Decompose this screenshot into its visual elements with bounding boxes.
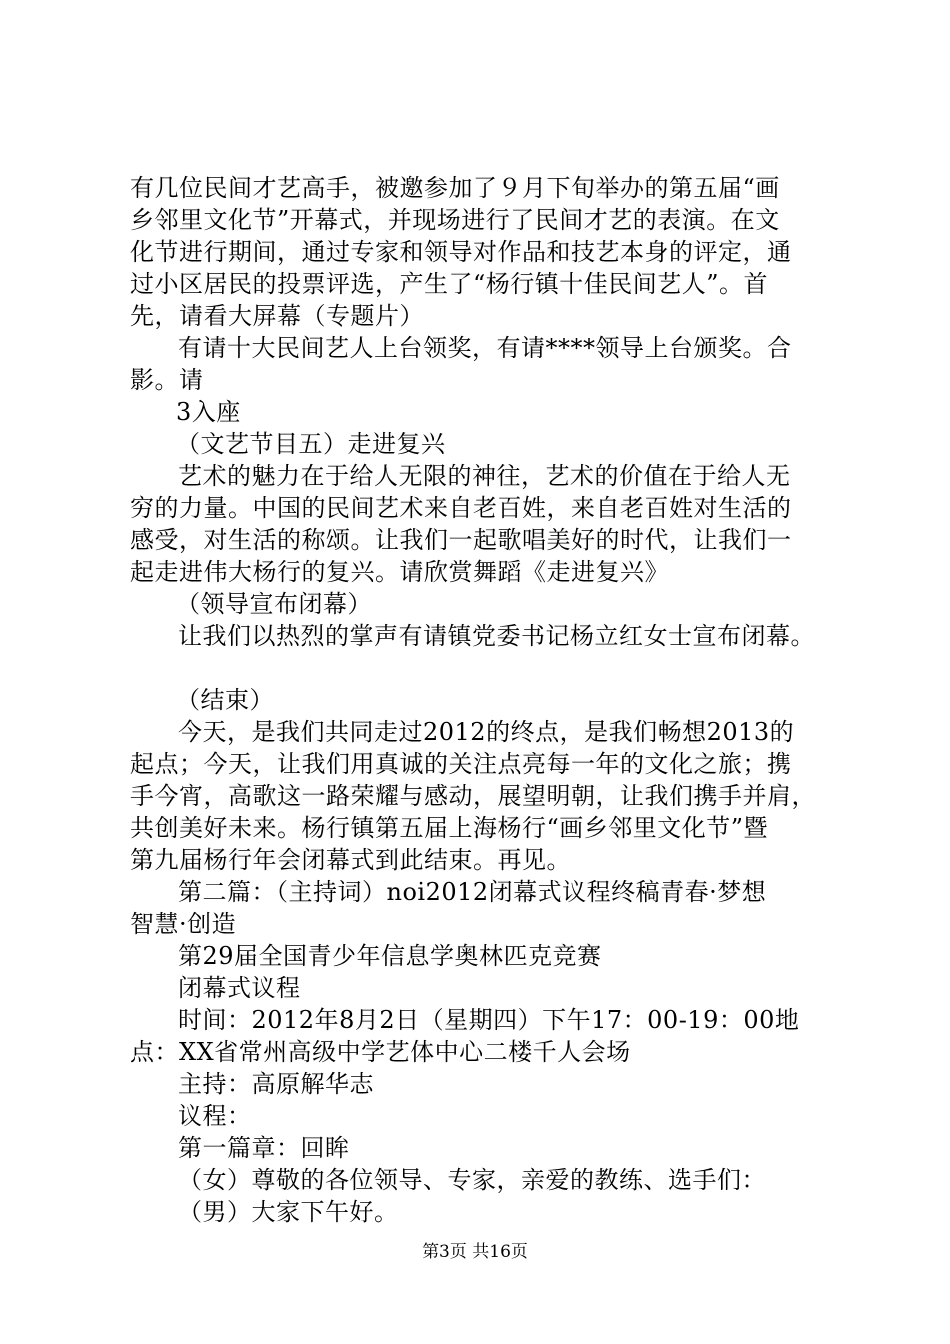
text-line: 主持：高原解华志 [178,1070,374,1098]
text-line: 过小区居民的投票评选，产生了“杨行镇十佳民间艺人”。首 [130,270,769,298]
text-line: 让我们以热烈的掌声有请镇党委书记杨立红女士宣布闭幕。 [178,622,815,650]
text-line: 艺术的魅力在于给人无限的神往，艺术的价值在于给人无 [178,462,791,490]
text-line: 先，请看大屏幕（专题片） [130,302,424,330]
text-line: 起走进伟大杨行的复兴。请欣赏舞蹈《走进复兴》 [130,558,669,586]
text-line: 有几位民间才艺高手，被邀参加了９月下旬举办的第五届“画 [130,174,780,202]
text-line: （男）大家下午好。 [178,1198,399,1226]
text-line: （文艺节目五）走进复兴 [176,430,446,458]
text-line: 时间：2012年8月2日（星期四）下午17：00-19：00地 [178,1006,800,1034]
text-line: 起点；今天，让我们用真诚的关注点亮每一年的文化之旅；携 [130,750,792,778]
text-line: 第29届全国青少年信息学奥林匹克竞赛 [178,942,602,970]
text-line: 乡邻里文化节”开幕式，并现场进行了民间才艺的表演。在文 [130,206,780,234]
text-line: （领导宣布闭幕） [176,590,372,618]
text-line: 今天，是我们共同走过2012的终点，是我们畅想2013的 [178,718,795,746]
text-line: 议程： [178,1102,252,1130]
text-line: （女）尊敬的各位领导、专家，亲爱的教练、选手们： [178,1166,766,1194]
text-line: 穷的力量。中国的民间艺术来自老百姓，来自老百姓对生活的 [130,494,792,522]
text-line: 第一篇章：回眸 [178,1134,350,1162]
text-line: 感受，对生活的称颂。让我们一起歌唱美好的时代，让我们一 [130,526,792,554]
text-line: 闭幕式议程 [178,974,301,1002]
text-line: 第二篇：（主持词）noi2012闭幕式议程终稿青春·梦想 [178,878,767,906]
text-line: 影。请 [130,366,204,394]
text-line: 第九届杨行年会闭幕式到此结束。再见。 [130,846,571,874]
text-line: 有请十大民间艺人上台领奖，有请****领导上台颁奖。合 [178,334,792,362]
text-line: 3入座 [176,398,241,426]
page-number-footer: 第3页 共16页 [422,1242,528,1262]
blank-line [130,652,840,684]
document-body [130,172,840,1228]
text-line: 智慧·创造 [130,910,237,938]
text-line: 点：XX省常州高级中学艺体中心二楼千人会场 [130,1038,631,1066]
text-line: 化节进行期间，通过专家和领导对作品和技艺本身的评定，通 [130,238,792,266]
text-line: （结束） [176,686,274,714]
text-line: 共创美好未来。杨行镇第五届上海杨行“画乡邻里文化节”暨 [130,814,769,842]
text-line: 手今宵，高歌这一路荣耀与感动，展望明朝，让我们携手并肩， [130,782,816,810]
